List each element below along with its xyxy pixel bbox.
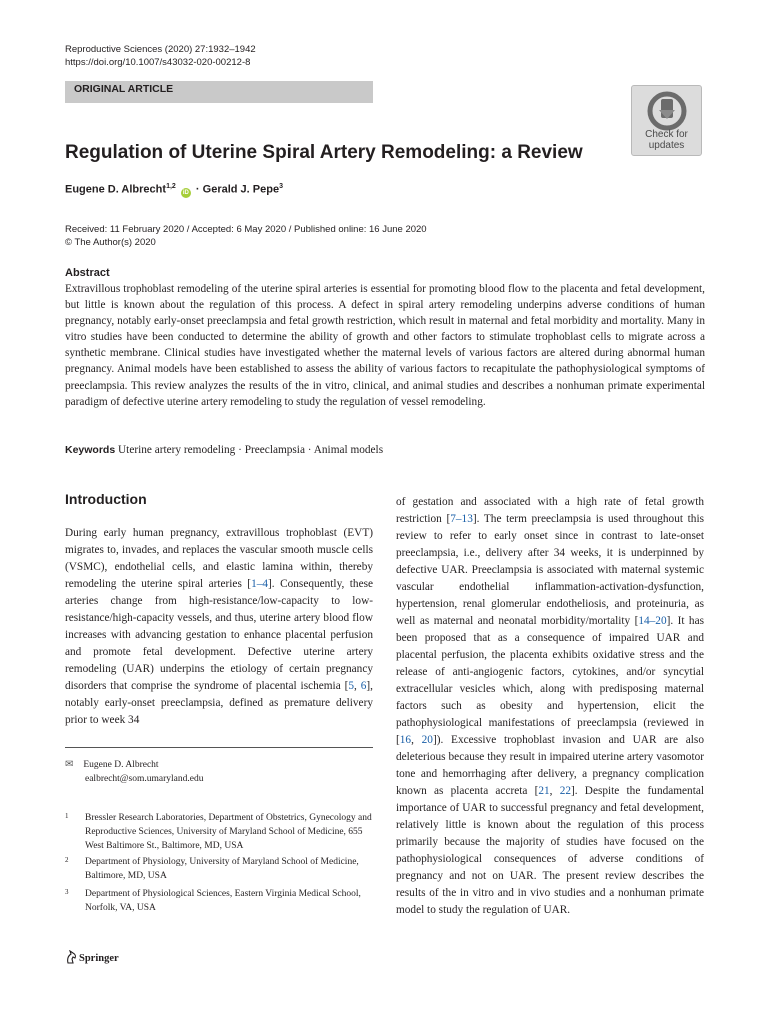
affiliation-number: 3 bbox=[65, 888, 69, 896]
intro-paragraph bbox=[396, 494, 704, 919]
author-name[interactable]: Eugene D. Albrecht bbox=[65, 183, 167, 196]
text-run: of gestation and associated with a high rate of fetal growth restriction [ bbox=[396, 496, 704, 525]
affiliation-number: 2 bbox=[65, 856, 69, 864]
affiliation bbox=[65, 855, 373, 883]
contact-email[interactable]: ealbrecht@som.umaryland.edu bbox=[85, 774, 204, 784]
copyright-icon: © bbox=[65, 237, 75, 248]
citation-link[interactable]: 1–4 bbox=[251, 578, 269, 590]
author-affiliation-mark: 3 bbox=[279, 183, 283, 190]
author-affiliation-mark: 1,2 bbox=[166, 183, 176, 190]
citation-link[interactable]: 14–20 bbox=[638, 615, 667, 627]
springer-horse-icon bbox=[65, 950, 77, 964]
right-column bbox=[396, 494, 704, 919]
left-column bbox=[65, 525, 373, 729]
author-name[interactable]: Gerald J. Pepe bbox=[202, 183, 280, 196]
check-for-updates-badge[interactable] bbox=[631, 85, 702, 156]
publisher-name: Springer bbox=[79, 953, 119, 964]
text-run: ]. Consequently, these arteries change from high-resistance/low-capacity to low-resistance/high-capacity vessels, and thus, uterine artery blood flow increases with advancing gestation to enhance placental perfusion and promote fetal development. Defective uterine artery remodeling (UAR) underpins the etiology of certain pregnancy disorders that comprise the syndrome of placental ischemia [ bbox=[65, 578, 373, 692]
check-for-updates-label: Check for updates bbox=[645, 129, 688, 151]
text-run: ]. The term preeclampsia is used throughout this review to refer to early onset since in contrast to late-onset preeclampsia, i.e., delivery after 34 weeks, it is underpinned by defective UAR. Preeclampsia is associated with maternal systemic vascular endothelial inflammation-activation-dysfunction, hypertension, renal glomerular endotheliosis, and proteinuria, as well as maternal and neonatal morbidity/mortality [ bbox=[396, 513, 704, 627]
article-type-banner: ORIGINAL ARTICLE bbox=[65, 81, 373, 103]
affiliation-number: 1 bbox=[65, 812, 69, 820]
journal-citation bbox=[65, 43, 256, 69]
corresponding-author bbox=[65, 758, 204, 786]
affiliation bbox=[65, 811, 373, 853]
keywords-label: Keywords bbox=[65, 444, 116, 456]
contact-name: Eugene D. Albrecht bbox=[83, 760, 159, 770]
introduction-heading: Introduction bbox=[65, 491, 147, 507]
affiliation-text: Bressler Research Laboratories, Department of Obstetrics, Gynecology and Reproductive Sciences, University of Maryland School of Medicine, 655 West Baltimore St., Baltimore, MD, USA bbox=[85, 813, 372, 851]
orcid-icon[interactable]: iD bbox=[182, 189, 189, 196]
publication-history: Received: 11 February 2020 / Accepted: 6 May 2020 / Published online: 16 June 2020 bbox=[65, 224, 427, 235]
copyright-text: The Author(s) 2020 bbox=[74, 237, 156, 248]
abstract-heading: Abstract bbox=[65, 267, 110, 279]
article-title: Regulation of Uterine Spiral Artery Remodeling: a Review bbox=[65, 142, 583, 163]
affiliation bbox=[65, 887, 373, 915]
footnote-divider bbox=[65, 747, 373, 748]
keywords-text: Uterine artery remodeling · Preeclampsia · Animal models bbox=[118, 444, 384, 456]
text-run: , bbox=[549, 785, 560, 797]
abstract-section bbox=[65, 266, 705, 410]
publication-dates bbox=[65, 223, 427, 249]
text-run: , bbox=[354, 680, 361, 692]
publisher-logo bbox=[65, 950, 119, 964]
citation-link[interactable]: 22 bbox=[559, 785, 572, 797]
citation-link[interactable]: 7–13 bbox=[450, 513, 473, 525]
affiliation-text: Department of Physiology, University of Maryland School of Medicine, Baltimore, MD, USA bbox=[85, 857, 359, 881]
journal-line: Reproductive Sciences (2020) 27:1932–1942 bbox=[65, 44, 256, 55]
abstract-text: Extravillous trophoblast remodeling of the uterine spiral arteries is essential for promoting blood flow to the placenta and fetal development, but little is known about the regulation of this process. A defect in spiral artery remodeling underpins adverse conditions of human pregnancy, notably early-onset preeclampsia and fetal growth restriction, which result in maternal and fetal morbidity and mortality. Many in vitro studies have been conducted to determine the ability of growth and other factors to stimulate trophoblast cells to migrate across a synthetic membrane. Clinical studies have investigated whether the maternal levels of various factors are altered during abnormal human pregnancy. Animal models have been established to assess the ability of various factors to recapitulate the pathophysiological symptoms of preeclampsia. This review analyzes the results of the in vitro, clinical, and animal studies and describes a nonhuman primate experimental paradigm of defective uterine artery remodeling to study the regulation of vessel remodeling. bbox=[65, 283, 705, 408]
citation-link[interactable]: 21 bbox=[538, 785, 550, 797]
citation-link[interactable]: 20 bbox=[421, 734, 433, 746]
intro-paragraph bbox=[65, 525, 373, 729]
citation-link[interactable]: 6 bbox=[360, 680, 367, 692]
text-run: During early human pregnancy, extravillous trophoblast (EVT) migrates to, invades, and replaces the vascular smooth muscle cells (VSMC), endothelial cells, and elastic lamina within, thereby remodeling the uterine spiral arteries [ bbox=[65, 527, 373, 590]
author-separator: · bbox=[195, 183, 200, 196]
keywords bbox=[65, 444, 383, 456]
affiliation-text: Department of Physiological Sciences, Eastern Virginia Medical School, Norfolk, VA, USA bbox=[85, 889, 361, 913]
text-run: ]. It has been proposed that as a consequence of impaired UAR and placental perfusion, the placenta exhibits oxidative stress and the release of anti-angiogenic factors, cytokines, and/or syncytial extracellular vesicles which, along with predisposing maternal factors such as obesity and hypertension, elicit the pathophysiological manifestations of preeclampsia (reviewed in [ bbox=[396, 615, 704, 746]
text-run: ], notably early-onset preeclampsia, defined as premature delivery prior to week 34 bbox=[65, 680, 373, 726]
doi-link[interactable]: https://doi.org/10.1007/s43032-020-00212-8 bbox=[65, 57, 251, 68]
citation-link[interactable]: 5 bbox=[348, 680, 355, 692]
author-list bbox=[65, 183, 283, 198]
check-for-updates-icon bbox=[647, 91, 687, 131]
copyright-line bbox=[65, 236, 427, 249]
text-run: ]. Despite the fundamental importance of UAR to successful pregnancy and fetal development, relatively little is known about the regulation of this process primarily because the majority of studies have focused on the pathophysiological consequences of adverse conditions of pregnancy and not on UAR. The present review describes the results of the in vitro and in vivo studies and a nonhuman primate model to study the regulation of UAR. bbox=[396, 785, 705, 916]
text-run: , bbox=[411, 734, 422, 746]
text-run: ]). Excessive trophoblast invasion and UAR are also deleterious because they result in impaired uterine artery vasomotor tone and hemorrhaging after delivery, a pregnancy complication known as placenta accreta [ bbox=[396, 734, 704, 797]
citation-link[interactable]: 16 bbox=[399, 734, 412, 746]
envelope-icon: ✉ bbox=[65, 759, 74, 770]
